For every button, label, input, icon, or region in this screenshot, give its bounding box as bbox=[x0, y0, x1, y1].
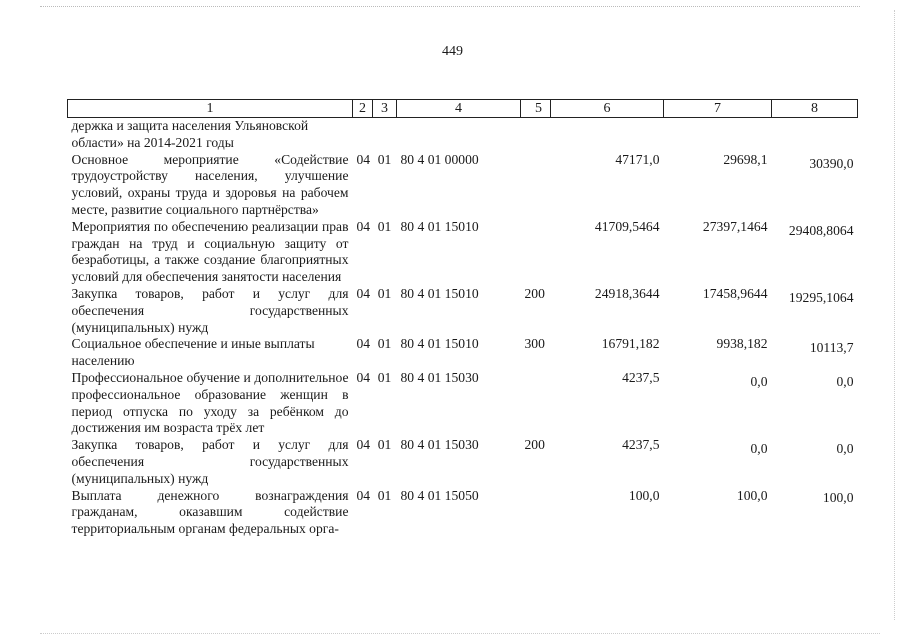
table-row bbox=[68, 437, 858, 487]
row-name: Закупка товаров, работ и услуг для обеспечения государственных (муниципальных) нужд bbox=[71, 285, 349, 335]
scan-edge-right bbox=[894, 10, 895, 620]
row-col-6: 4237,5 bbox=[622, 369, 660, 385]
row-col-8: 29408,8064 bbox=[788, 222, 854, 238]
row-col-6: 47171,0 bbox=[615, 151, 660, 167]
scan-edge-bottom bbox=[40, 633, 880, 634]
row-col-5 bbox=[521, 118, 551, 152]
row-col-7: 9938,182 bbox=[716, 336, 768, 352]
row-col-2: 04 bbox=[356, 336, 371, 352]
row-name: Закупка товаров, работ и услуг для обеспечения государственных (муниципальных) нужд bbox=[71, 437, 349, 486]
row-col-8: 30390,0 bbox=[809, 155, 854, 171]
row-col-3: 01 bbox=[377, 285, 392, 301]
header-col-8: 8 bbox=[772, 100, 858, 118]
row-col-3: 01 bbox=[377, 487, 392, 503]
header-col-5: 5 bbox=[521, 100, 551, 118]
row-name: Основное мероприятие «Содействие трудоустройству населения, улучшение условий, охраны труда и здоровья на рабочем месте, развитие социального партнёрства» bbox=[71, 151, 349, 217]
row-col-4 bbox=[397, 118, 521, 152]
row-name: держка и защита населения Ульяновской области» на 2014-2021 годы bbox=[71, 118, 309, 150]
budget-table bbox=[67, 99, 858, 538]
table-row bbox=[68, 118, 858, 152]
row-col-7: 17458,9644 bbox=[702, 285, 768, 301]
row-col-8: 0,0 bbox=[836, 373, 854, 389]
row-col-5 bbox=[521, 152, 551, 219]
row-col-8: 19295,1064 bbox=[788, 289, 854, 305]
row-name: Выплата денежного вознаграждения гражданам, оказавшим содействие территориальным органам федеральных орга- bbox=[71, 487, 349, 537]
row-col-4: 80 4 01 15010 bbox=[400, 218, 479, 234]
row-col-4: 80 4 01 15030 bbox=[400, 369, 479, 385]
table-row bbox=[68, 488, 858, 538]
row-col-8 bbox=[772, 118, 858, 152]
row-col-8: 10113,7 bbox=[809, 340, 854, 356]
scan-edge-top bbox=[40, 6, 860, 7]
row-col-2: 04 bbox=[356, 487, 371, 503]
row-col-4: 80 4 01 15050 bbox=[400, 487, 479, 503]
row-col-3: 01 bbox=[377, 218, 392, 234]
row-col-6: 41709,5464 bbox=[594, 218, 660, 234]
row-col-6: 4237,5 bbox=[622, 437, 660, 453]
header-col-2: 2 bbox=[353, 100, 373, 118]
row-col-7: 0,0 bbox=[750, 373, 768, 389]
row-name: Социальное обеспечение и иные выплаты населению bbox=[71, 336, 315, 369]
row-name: Профессиональное обучение и дополнительное профессиональное образование женщин в период отпуска по уходу за ребёнком до достижения им возраста трёх лет bbox=[71, 369, 349, 436]
row-col-5: 300 bbox=[524, 336, 545, 352]
row-col-3: 01 bbox=[377, 151, 392, 167]
row-col-6: 100,0 bbox=[628, 487, 660, 503]
row-col-5: 200 bbox=[524, 285, 545, 301]
row-col-2: 04 bbox=[356, 285, 371, 301]
table-row bbox=[68, 219, 858, 286]
row-col-7: 29698,1 bbox=[723, 151, 768, 167]
row-col-3 bbox=[373, 118, 397, 152]
header-col-6: 6 bbox=[551, 100, 664, 118]
row-col-4: 80 4 01 00000 bbox=[400, 151, 479, 167]
table-row bbox=[68, 286, 858, 336]
row-col-8: 100,0 bbox=[822, 489, 854, 505]
row-col-7: 100,0 bbox=[736, 487, 768, 503]
row-col-6: 16791,182 bbox=[601, 336, 660, 352]
row-col-4: 80 4 01 15030 bbox=[400, 437, 479, 453]
table-body bbox=[68, 118, 858, 538]
row-col-7: 27397,1464 bbox=[702, 218, 768, 234]
table-row bbox=[68, 370, 858, 437]
row-col-8: 0,0 bbox=[836, 441, 854, 457]
page-number: 449 bbox=[442, 44, 463, 59]
row-col-5 bbox=[521, 219, 551, 286]
row-col-2 bbox=[353, 118, 373, 152]
table-header bbox=[68, 100, 858, 118]
row-col-6 bbox=[551, 118, 664, 152]
row-col-4: 80 4 01 15010 bbox=[400, 336, 479, 352]
row-col-5 bbox=[521, 488, 551, 538]
row-name: Мероприятия по обеспечению реализации прав граждан на труд и социальную защиту от безработицы, а также создание благоприятных условий для обеспечения занятости населения bbox=[71, 218, 349, 285]
row-col-3: 01 bbox=[377, 336, 392, 352]
row-col-7: 0,0 bbox=[750, 441, 768, 457]
header-row bbox=[68, 100, 858, 118]
row-col-3: 01 bbox=[377, 437, 392, 453]
row-col-6: 24918,3644 bbox=[594, 285, 660, 301]
row-col-2: 04 bbox=[356, 218, 371, 234]
header-col-7: 7 bbox=[664, 100, 772, 118]
table-row bbox=[68, 336, 858, 370]
table-row bbox=[68, 152, 858, 219]
header-col-4: 4 bbox=[397, 100, 521, 118]
row-col-3: 01 bbox=[377, 369, 392, 385]
row-col-7 bbox=[664, 118, 772, 152]
row-col-2: 04 bbox=[356, 151, 371, 167]
row-col-2: 04 bbox=[356, 437, 371, 453]
header-col-1: 1 bbox=[68, 100, 353, 118]
row-col-5: 200 bbox=[524, 437, 545, 453]
header-col-3: 3 bbox=[373, 100, 397, 118]
row-col-5 bbox=[521, 370, 551, 437]
row-col-2: 04 bbox=[356, 369, 371, 385]
row-col-4: 80 4 01 15010 bbox=[400, 285, 479, 301]
